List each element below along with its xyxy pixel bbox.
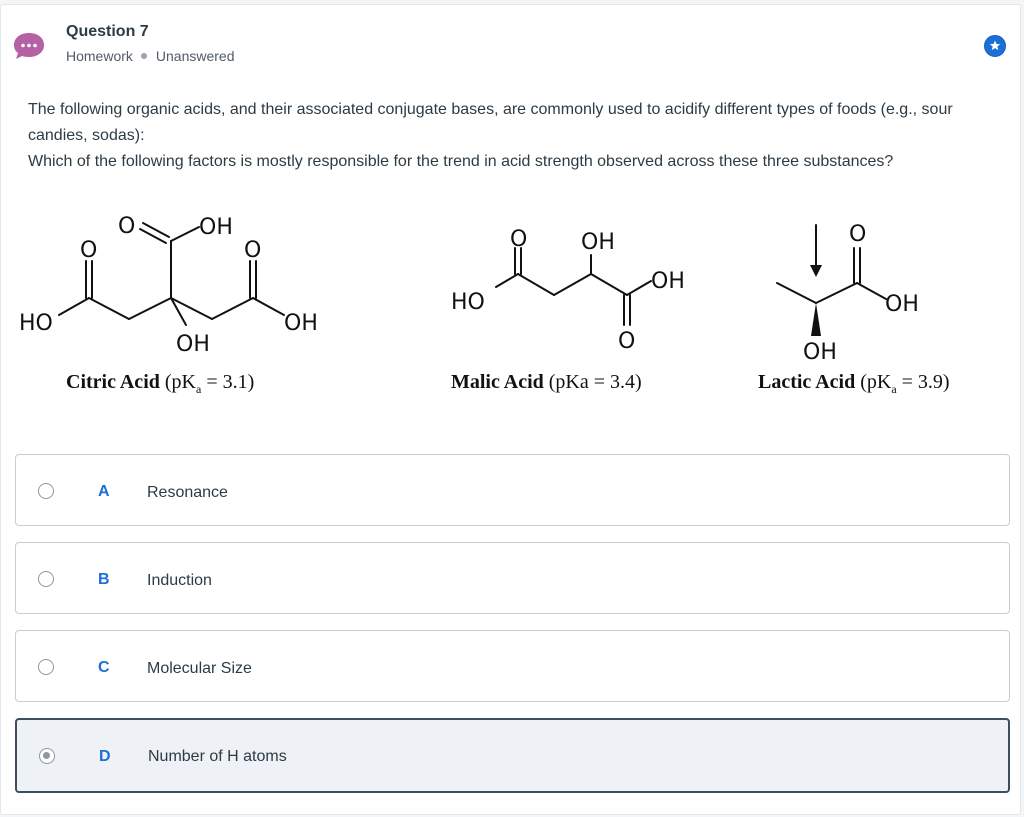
- question-meta: [66, 48, 235, 64]
- lactic-arrow-head: [810, 265, 822, 277]
- option-d[interactable]: [15, 718, 1010, 793]
- option-text: Molecular Size: [147, 660, 252, 677]
- question-header: [1, 5, 1020, 85]
- option-b[interactable]: [15, 542, 1010, 614]
- citric-ho-label: HO: [19, 311, 53, 336]
- lactic-bond-2: [816, 283, 857, 303]
- lactic-oh-right-label: OH: [885, 292, 919, 317]
- malic-o-top-label: O: [510, 227, 528, 252]
- option-text: Number of H atoms: [148, 748, 287, 765]
- citric-o-left-label: O: [80, 238, 98, 263]
- lactic-caption: Lactic Acid $(pK_a = 3.9)$: [758, 371, 950, 396]
- citric-oh-top-label: OH: [199, 215, 233, 240]
- answer-options: [15, 454, 1010, 809]
- lactic-wedge-bond: [811, 303, 821, 336]
- separator-dot: [141, 53, 147, 59]
- option-letter: A: [98, 483, 110, 500]
- option-text: Resonance: [147, 484, 228, 501]
- citric-bond-6: [253, 298, 284, 315]
- citric-bond-5: [212, 298, 253, 319]
- citric-oh-right-label: OH: [284, 311, 318, 336]
- question-card: [0, 4, 1021, 815]
- malic-oh-top-label: OH: [581, 230, 615, 255]
- malic-bond-3: [554, 274, 591, 295]
- citric-bond-cooh: [171, 227, 199, 241]
- lactic-oh-bottom-label: OH: [803, 340, 837, 365]
- citric-bond-1: [59, 298, 89, 315]
- citric-caption: Citric Acid $(pK_a = 3.1)$: [66, 371, 255, 396]
- chat-bubble-icon[interactable]: [13, 31, 45, 61]
- lactic-bond-3: [857, 283, 886, 299]
- malic-bond-2: [518, 274, 554, 295]
- radio-button-a[interactable]: [38, 483, 54, 499]
- malic-bond-1: [496, 274, 518, 287]
- option-c[interactable]: [15, 630, 1010, 702]
- question-title: Question 7: [66, 23, 149, 40]
- radio-button-d-selected[interactable]: [39, 748, 55, 764]
- malic-o-bottom-label: O: [618, 329, 636, 354]
- prompt-line-1: The following organic acids, and their associated conjugate bases, are commonly used to acidify different types of foods (e.g., sour candies, sodas):: [28, 101, 953, 144]
- question-status: Unanswered: [155, 48, 235, 64]
- radio-button-c[interactable]: [38, 659, 54, 675]
- citric-oh-bottom-label: OH: [176, 332, 210, 357]
- citric-co-3b: [140, 229, 166, 243]
- question-category: Homework: [66, 48, 133, 64]
- option-letter: C: [98, 659, 110, 676]
- citric-bond-3: [129, 298, 171, 319]
- citric-o-right-label: O: [244, 238, 262, 263]
- option-letter: D: [99, 748, 111, 765]
- prompt-line-2: Which of the following factors is mostly responsible for the trend in acid strength observed across these three substances?: [28, 153, 894, 170]
- malic-bond-5: [627, 281, 651, 295]
- molecule-figure: [1, 203, 1021, 413]
- citric-bond-2: [89, 298, 129, 319]
- malic-oh-right-label: OH: [651, 269, 685, 294]
- option-letter: B: [98, 571, 110, 588]
- option-a[interactable]: [15, 454, 1010, 526]
- malic-bond-4: [591, 274, 627, 295]
- option-text: Induction: [147, 572, 212, 589]
- radio-button-b[interactable]: [38, 571, 54, 587]
- malic-caption: Malic Acid (pKa = 3.4): [451, 371, 642, 393]
- citric-o-top-label: O: [118, 214, 136, 239]
- question-prompt: [28, 97, 988, 175]
- star-bookmark-icon[interactable]: [984, 35, 1006, 57]
- malic-ho-label: HO: [451, 290, 485, 315]
- lactic-bond-1: [777, 283, 816, 303]
- citric-co-3a: [143, 223, 169, 237]
- lactic-o-top-label: O: [849, 222, 867, 247]
